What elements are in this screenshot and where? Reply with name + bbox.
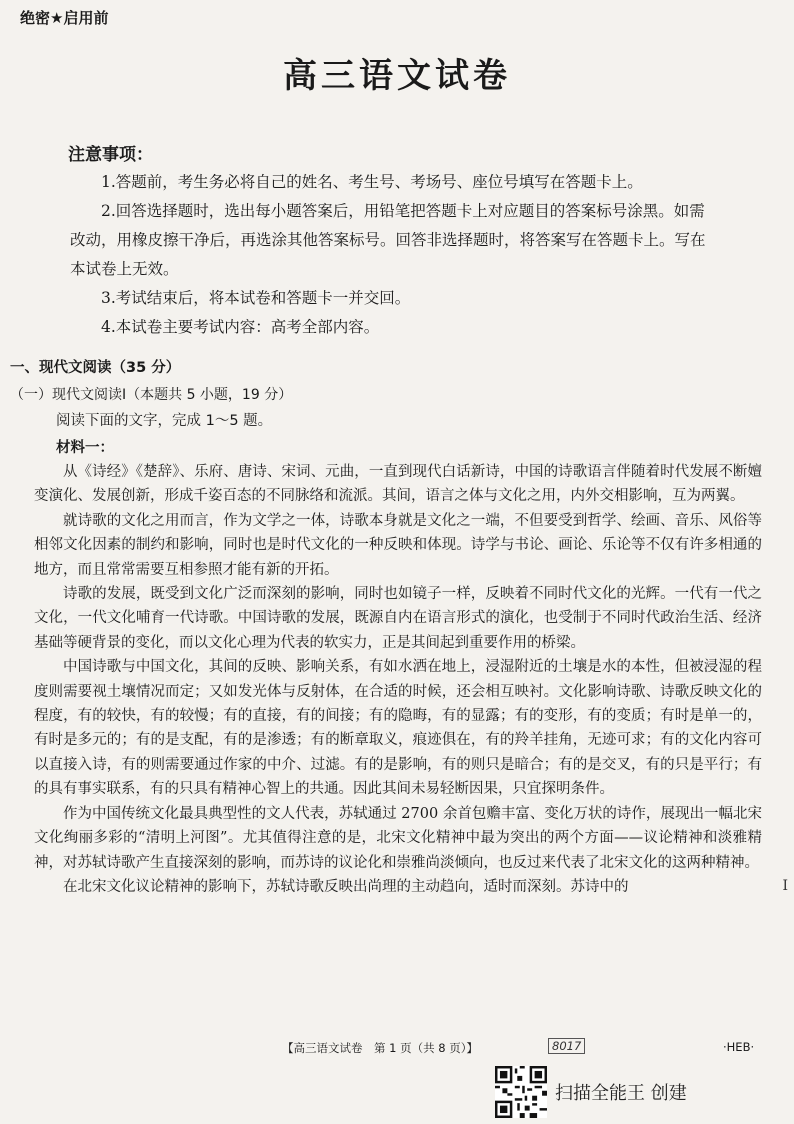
material-label: 材料一： <box>56 440 114 456</box>
scanner-watermark: 扫描全能王 创建 <box>555 1083 687 1104</box>
reading-passage <box>34 460 762 899</box>
subsection-title: （一）现代文阅读Ⅰ（本题共 5 小题，19 分） <box>10 387 293 403</box>
section-title: 一、现代文阅读（35 分） <box>10 360 181 376</box>
secret-label: 绝密★启用前 <box>20 9 109 27</box>
notice-item: 3.考试结束后，将本试卷和答题卡一并交回。 <box>101 289 411 307</box>
notice-list <box>70 168 710 342</box>
paper-code: 8017 <box>548 1038 585 1054</box>
reading-instruction: 阅读下面的文字，完成 1～5 题。 <box>56 413 273 429</box>
qr-code-icon <box>495 1066 547 1118</box>
passage-paragraph: 从《诗经》《楚辞》、乐府、唐诗、宋词、元曲，一直到现代白话新诗，中国的诗歌语言伴随着时代发展不断嬗变演化、发展创新，形成千姿百态的不同脉络和流派。其间，语言之体与文化之用，内外交相影响，互为两翼。 <box>34 464 762 505</box>
page-title: 高三语文试卷 <box>283 56 511 96</box>
page-number-label: 【高三语文试卷 第 1 页（共 8 页）】 <box>282 1041 479 1055</box>
passage-paragraph: 作为中国传统文化最具典型性的文人代表，苏轼通过 2700 余首包赡丰富、变化万状的诗作，展现出一幅北宋文化绚丽多彩的“清明上河图”。尤其值得注意的是，北宋文化精神中最为突出的两个方面——议论精神和淡雅精神，对苏轼诗歌产生直接深刻的影响，而苏诗的议论化和崇雅尚淡倾向，也反过来代表了北宋文化的这两种精神。 <box>34 805 762 871</box>
notice-item: 2.回答选择题时，选出每小题答案后，用铅笔把答题卡上对应题目的答案标号涂黑。如需改动，用橡皮擦干净后，再选涂其他答案标号。回答非选择题时，将答案写在答题卡上。写在本试卷上无效。 <box>70 202 706 278</box>
passage-paragraph: 中国诗歌与中国文化，其间的反映、影响关系，有如水洒在地上，浸湿附近的土壤是水的本性，但被浸湿的程度则需要视土壤情况而定；又如发光体与反射体，在合适的时候，还会相互映衬。文化影响诗歌、诗歌反映文化的程度，有的较快，有的较慢；有的直接，有的间接；有的隐晦，有的显露；有的变形，有的变质；有时是单一的，有时是多元的；有的是支配，有的是渗透；有的断章取义，痕迹俱在，有的羚羊挂角，无迹可求；有的文化内容可以直接入诗，有的则需要通过作家的中介、过滤。有的是影响，有的则只是暗合；有的是交叉，有的只是平行；有的具有事实联系，有的只具有精神心智上的共通。因此其间未易轻断因果，只宜探明条件。 <box>34 659 762 798</box>
notice-item: 4.本试卷主要考试内容：高考全部内容。 <box>101 318 380 336</box>
edge-mark: I <box>782 878 788 894</box>
passage-paragraph: 在北宋文化议论精神的影响下，苏轼诗歌反映出尚理的主动趋向，适时而深刻。苏诗中的 <box>63 878 629 895</box>
passage-paragraph: 就诗歌的文化之用而言，作为文学之一体，诗歌本身就是文化之一端，不但要受到哲学、绘画、音乐、风俗等相邻文化因素的制约和影响，同时也是时代文化的一种反映和体现。诗学与书论、画论、乐论等不仅有许多相通的地方，而且常常需要互相参照才能有新的开拓。 <box>34 512 762 578</box>
passage-paragraph: 诗歌的发展，既受到文化广泛而深刻的影响，同时也如镜子一样，反映着不同时代文化的光辉。一代有一代之文化，一代文化哺育一代诗歌。中国诗歌的发展，既源自内在语言形式的演化，也受制于不同时代政治生活、经济基础等硬背景的变化，而以文化心理为代表的软实力，正是其间起到重要作用的桥梁。 <box>34 586 762 651</box>
notice-item: 1.答题前，考生务必将自己的姓名、考生号、考场号、座位号填写在答题卡上。 <box>101 173 643 191</box>
series-mark: ·HEB· <box>723 1040 755 1054</box>
notice-heading: 注意事项： <box>68 145 153 165</box>
